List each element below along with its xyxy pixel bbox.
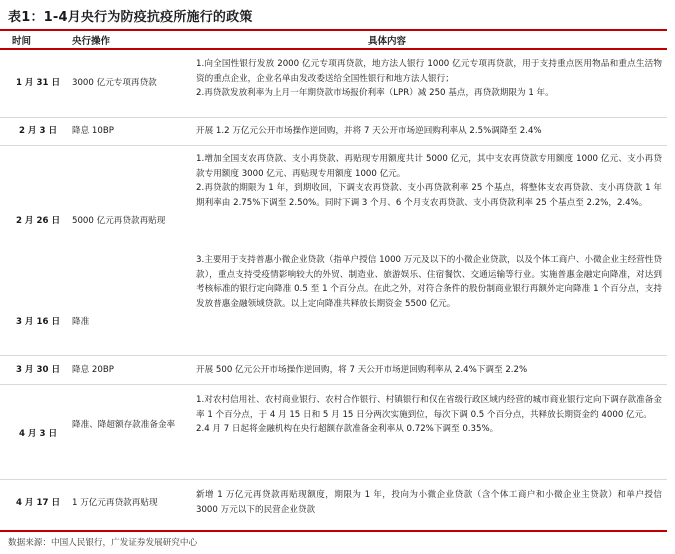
column-header-content: 具体内容 [368, 36, 407, 47]
content-paragraph: 1.对农村信用社、农村商业银行、农村合作银行、村镇银行和仅在省级行政区域内经营的城市商业银行定向下调存款准备金率 1 个百分点，于 4 月 15 日和 5 月 15 日分两次实施到位，每次下调 0.5 个百分点，共释放长期资金约 4000 亿元。 [196, 395, 662, 420]
row-content [196, 393, 662, 437]
header-bottom-rule [0, 48, 667, 50]
column-header-date: 时间 [12, 36, 32, 47]
content-paragraph: 新增 1 万亿元再贷款再贴现额度，期限为 1 年，投向为小微企业贷款（含个体工商户和小微企业主贷款）和单户授信 3000 万元以下的民营企业贷款 [196, 490, 662, 515]
content-paragraph: 开展 1.2 万亿元公开市场操作逆回购，并将 7 天公开市场逆回购利率从 2.5%调降至 2.4% [196, 126, 542, 136]
column-header-operation: 央行操作 [72, 36, 111, 47]
row-date: 2 月 3 日 [18, 126, 58, 136]
row-operation: 降准、降超额存款准备金率 [72, 420, 176, 430]
row-operation: 降息 10BP [72, 126, 114, 136]
row-operation: 1 万亿元再贷款再贴现 [72, 498, 158, 508]
row-operation: 5000 亿元再贷款再贴现 [72, 216, 166, 226]
content-paragraph: 1.向全国性银行发放 2000 亿元专项再贷款，地方法人银行 1000 亿元专项再贷款，用于支持重点医用物品和重点生活物资的重点企业，企业名单由发改委送给全国性银行和地方法人银行； [196, 59, 662, 84]
row-divider [0, 384, 667, 385]
row-date: 2 月 26 日 [15, 216, 61, 226]
row-date: 4 月 17 日 [15, 498, 61, 508]
row-divider [0, 355, 667, 356]
row-content [196, 152, 662, 210]
content-paragraph: 2.4 月 7 日起将金融机构在央行超额存款准备金利率从 0.72%下调至 0.35%。 [196, 424, 499, 435]
source-note: 数据来源：中国人民银行，广发证券发展研究中心 [8, 538, 198, 548]
row-content [196, 57, 662, 101]
row-date: 4 月 3 日 [18, 429, 58, 439]
row-content [196, 363, 662, 378]
row-operation: 降准 [72, 317, 90, 327]
row-date: 1 月 31 日 [15, 78, 61, 88]
row-date: 3 月 30 日 [15, 365, 61, 375]
row-divider [0, 145, 667, 146]
table-bottom-rule [0, 530, 667, 532]
content-paragraph: 2.再贷款发放利率为上月一年期贷款市场报价利率（LPR）减 250 基点，再贷款期限为 1 年。 [196, 88, 554, 99]
row-content [196, 488, 662, 517]
row-divider [0, 117, 667, 118]
row-content [196, 124, 662, 139]
content-paragraph: 3.主要用于支持普惠小微企业贷款（指单户授信 1000 万元及以下的小微企业贷款，以及个体工商户、小微企业主经营性贷款），重点支持受疫情影响较大的外贸、制造业、旅游娱乐、住宿餐饮、交通运输等行业。实施普惠金融定向降准，对达到考核标准的银行定向降准 0.5 至 1 个百分点。在此之外，对符合条件的股份制商业银行再额外定向降准 1 个百分点，支持发放普惠金融领域贷款。以上定向降准共释放长期资金 5500 亿元。 [196, 255, 662, 309]
row-operation: 3000 亿元专项再贷款 [72, 78, 157, 88]
row-divider [0, 479, 667, 480]
content-paragraph: 1.增加全国支农再贷款、支小再贷款、再贴现专用额度共计 5000 亿元，其中支农再贷款专用额度 1000 亿元、支小再贷款专用额度 3000 亿元、再贴现专用额度 1000 亿元。 [196, 154, 662, 179]
content-paragraph: 2.再贷款的期限为 1 年，到期收回，下调支农再贷款、支小再贷款利率 25 个基点，将整体支农再贷款、支小再贷款 1 年期利率由 2.75%下调至 2.50%。同时下调 3 个月、6 个月支农再贷款、支小再贷款利率 25 个基点至 2.2%，2.4%。 [196, 183, 662, 208]
content-paragraph: 开展 500 亿元公开市场操作逆回购，将 7 天公开市场逆回购利率从 2.4%下调至 2.2% [196, 365, 528, 375]
row-operation: 降息 20BP [72, 365, 114, 375]
table-header [0, 31, 667, 49]
row-date: 3 月 16 日 [15, 317, 61, 327]
row-content [196, 253, 662, 311]
table-title: 表1：1-4月央行为防疫抗疫所施行的政策 [8, 10, 253, 25]
